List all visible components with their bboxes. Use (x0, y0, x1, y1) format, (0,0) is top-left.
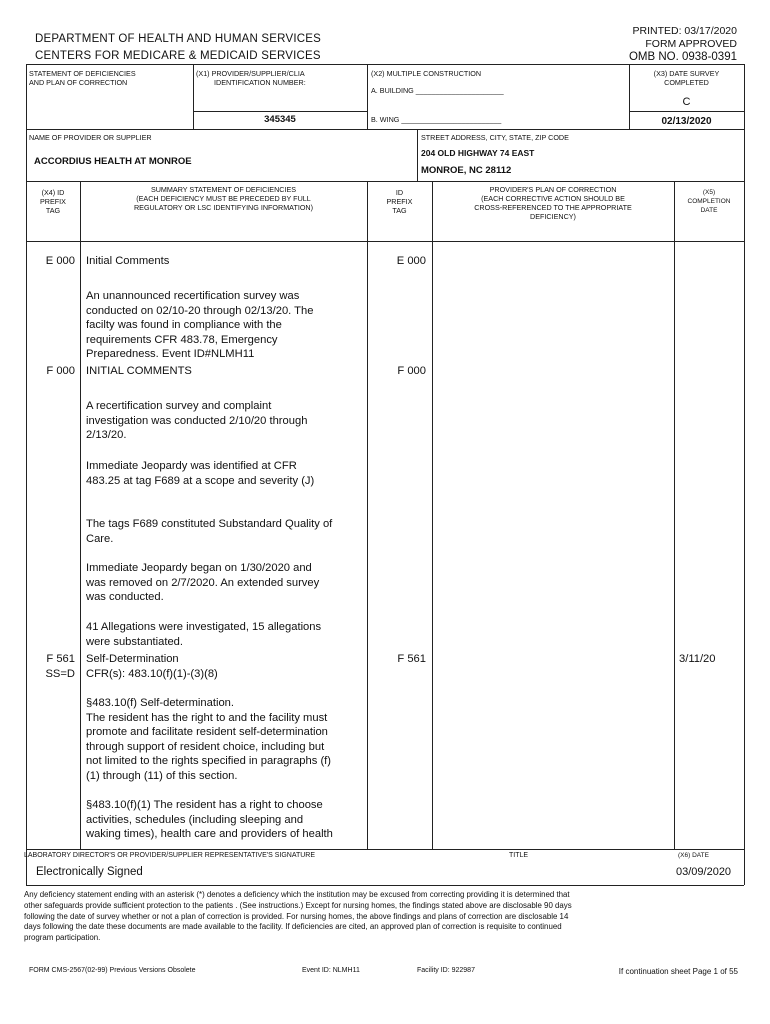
form-number: FORM CMS-2567(02-99) Previous Versions Obsolete (29, 967, 196, 974)
text-line: Care. (86, 532, 114, 545)
provider-name-label: NAME OF PROVIDER OR SUPPLIER (29, 133, 152, 142)
f561-title: Self-Determination (86, 653, 179, 665)
text-line: facilty was found in compliance with the (86, 319, 282, 332)
text-line: 41 Allegations were investigated, 15 allegations (86, 621, 322, 633)
plan-header: PROVIDER'S PLAN OF CORRECTION (489, 185, 617, 194)
f561-paragraph-1 (86, 696, 346, 784)
disclaimer-line: Any deficiency statement ending with an asterisk (*) denotes a deficiency which the institution may be excused from correcting providing it is determined that (24, 890, 570, 899)
disclaimer-line: program participation. (24, 933, 101, 943)
building-label: A. BUILDING ______________________ (371, 86, 504, 95)
disclaimer-line: following the date of survey whether or not a plan of correction is provided. For nursing homes, the above findings and plans of correction are disclosable 14 (24, 911, 569, 921)
city-state-zip: MONROE, NC 28112 (421, 165, 512, 176)
event-id: Event ID: NLMH11 (302, 967, 360, 974)
text-line: The tags F689 constituted Substandard Quality of (86, 518, 333, 530)
text-line: was removed on 2/7/2020. An extended survey (86, 576, 320, 589)
plan-header-4: DEFICIENCY) (530, 212, 576, 221)
summary-header-3: REGULATORY OR LSC IDENTIFYING INFORMATION) (133, 203, 314, 212)
text-line: waking times), health care and providers of health (86, 828, 333, 841)
col-sep-3 (432, 181, 433, 849)
text-line: §483.10(f) Self-determination. (86, 697, 235, 709)
x6-date-label: (X6) DATE (678, 852, 709, 859)
x2-label: (X2) MULTIPLE CONSTRUCTION (371, 69, 482, 78)
text-line: An unannounced recertification survey was (86, 290, 300, 302)
x4-header: (X4) ID (41, 188, 65, 197)
text-line: conducted on 02/10-20 through 02/13/20. The (86, 304, 314, 317)
col-sep-1 (80, 181, 81, 849)
rule-provider (26, 181, 744, 182)
printed-date: PRINTED: 03/17/2020 (632, 25, 737, 37)
signature-date: 03/09/2020 (676, 866, 732, 878)
x1-label-2: IDENTIFICATION NUMBER: (214, 78, 306, 87)
x4-header-3: TAG (45, 206, 61, 215)
address-label: STREET ADDRESS, CITY, STATE, ZIP CODE (421, 133, 569, 142)
x3-label: (X3) DATE SURVEY (653, 69, 720, 78)
text-line: activities, schedules (including sleeping and (86, 813, 304, 826)
e000-title: Initial Comments (86, 255, 170, 267)
plan-header-2: (EACH CORRECTIVE ACTION SHOULD BE (481, 194, 625, 203)
text-line: not limited to the rights specified in paragraphs (f) (86, 755, 332, 768)
survey-code: C (682, 96, 691, 108)
rule-body-bottom (26, 849, 744, 850)
f000-paragraph-2 (86, 459, 346, 488)
rule-top (26, 64, 744, 65)
e000-tag: E 000 (45, 255, 75, 267)
sep-x3-inner (629, 111, 744, 112)
sep-provider (417, 129, 418, 181)
centers-title: CENTERS FOR MEDICARE & MEDICAID SERVICES (35, 50, 321, 62)
completion-header: (X5) (702, 189, 716, 196)
statement-label-2: AND PLAN OF CORRECTION (29, 78, 128, 87)
provider-name: ACCORDIUS HEALTH AT MONROE (34, 156, 192, 167)
text-line: Preparedness. Event ID#NLMH11 (86, 348, 255, 361)
f561-id-tag: F 561 (397, 653, 426, 665)
x3-label-2: COMPLETED (664, 78, 709, 87)
f000-paragraph-3 (86, 517, 346, 546)
text-line: 483.25 at tag F689 at a scope and severity (J) (86, 474, 315, 487)
f561-completion-date: 3/11/20 (679, 653, 716, 665)
f561-tag: F 561 (46, 653, 75, 665)
text-line: Immediate Jeopardy was identified at CFR (86, 460, 297, 472)
page-indicator: If continuation sheet Page 1 of 55 (618, 967, 738, 976)
f561-cfr: CFR(s): 483.10(f)(1)-(3)(8) (86, 668, 218, 680)
x1-label: (X1) PROVIDER/SUPPLIER/CLIA (196, 69, 305, 78)
text-line: A recertification survey and complaint (86, 400, 272, 412)
f000-paragraph-5 (86, 620, 346, 649)
facility-id: Facility ID: 922987 (417, 967, 475, 974)
id-header: ID (395, 188, 404, 197)
f000-tag: F 000 (46, 365, 75, 377)
e000-id-tag: E 000 (396, 255, 426, 267)
x4-header-2: PREFIX (40, 197, 66, 206)
text-line: investigation was conducted 2/10/20 through (86, 414, 308, 427)
f000-paragraph-1 (86, 399, 346, 443)
id-header-2: PREFIX (386, 197, 413, 206)
title-label: TITLE (509, 852, 529, 859)
col-sep-2 (367, 181, 368, 849)
text-line: were substantiated. (86, 635, 184, 648)
rule-id-block (26, 129, 744, 130)
wing-label: B. WING _________________________ (371, 115, 502, 124)
rule-col-headers (26, 241, 744, 242)
text-line: (1) through (11) of this section. (86, 769, 238, 782)
text-line: 2/13/20. (86, 429, 127, 442)
summary-header: SUMMARY STATEMENT OF DEFICIENCIES (150, 185, 297, 194)
text-line: The resident has the right to and the facility must (86, 711, 328, 724)
text-line: through support of resident choice, including but (86, 740, 325, 753)
f561-scope-severity: SS=D (45, 668, 75, 680)
frame-right (744, 64, 745, 885)
completion-header-2: COMPLETION (687, 198, 731, 205)
provider-id-number: 345345 (264, 114, 296, 125)
col-sep-4 (674, 181, 675, 849)
department-title: DEPARTMENT OF HEALTH AND HUMAN SERVICES (35, 33, 321, 45)
f000-id-tag: F 000 (397, 365, 426, 377)
completion-header-3: DATE (700, 207, 718, 214)
f000-paragraph-4 (86, 561, 346, 605)
signature-value: Electronically Signed (36, 866, 143, 878)
text-line: §483.10(f)(1) The resident has a right to choose (86, 799, 323, 811)
plan-header-3: CROSS-REFERENCED TO THE APPROPRIATE (474, 203, 632, 212)
id-header-3: TAG (392, 206, 407, 215)
f561-paragraph-2 (86, 798, 346, 842)
f000-title: INITIAL COMMENTS (86, 365, 192, 377)
disclaimer-line: other safeguards provide sufficient protection to the patients . (See instructions.) Except for nursing homes, the findings stated above are disclosable 90 days (24, 900, 572, 910)
text-line: requirements CFR 483.78, Emergency (86, 333, 278, 346)
survey-date: 02/13/2020 (661, 116, 712, 127)
disclaimer (24, 890, 744, 944)
summary-header-2: (EACH DEFICIENCY MUST BE PRECEDED BY FULL (136, 194, 311, 203)
street-address: 204 OLD HIGHWAY 74 EAST (421, 148, 535, 158)
disclaimer-line: days following the date these documents are made available to the facility. If deficiencies are cited, an approved plan of correction is requisite to continued (24, 922, 562, 932)
statement-label: STATEMENT OF DEFICIENCIES (29, 69, 136, 78)
sep-x1-inner (193, 111, 367, 112)
text-line: promote and facilitate resident self-determination (86, 726, 328, 739)
signature-label: LABORATORY DIRECTOR'S OR PROVIDER/SUPPLIER REPRESENTATIVE'S SIGNATURE (24, 852, 316, 859)
sep-x2 (367, 64, 368, 129)
e000-paragraph (86, 289, 346, 362)
omb-number: OMB NO. 0938-0391 (628, 51, 737, 63)
text-line: was conducted. (86, 591, 164, 604)
text-line: Immediate Jeopardy began on 1/30/2020 and (86, 562, 312, 574)
rule-signature (26, 885, 744, 886)
form-approved: FORM APPROVED (645, 38, 737, 50)
